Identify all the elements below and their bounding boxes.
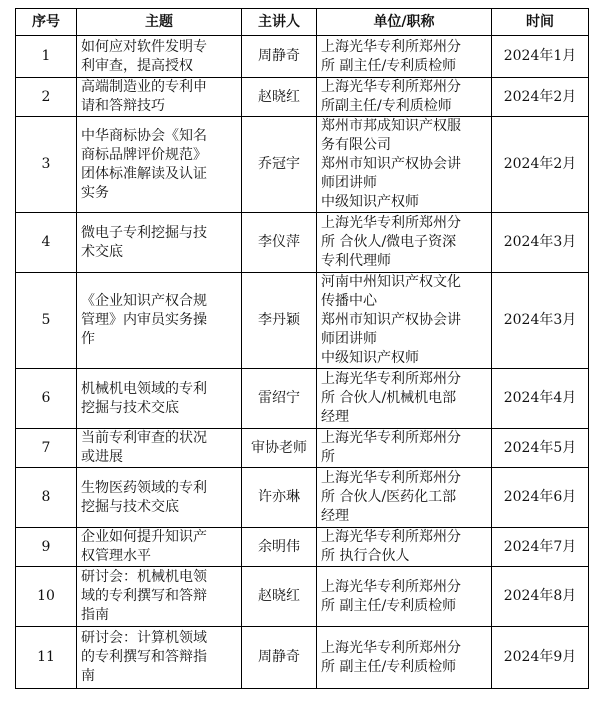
time-cell: 2024年8月 [492, 567, 589, 627]
topic-cell-line: 研讨会：计算机领域 [81, 630, 207, 646]
header-row [16, 9, 589, 36]
unit-title-cell-line: 上海光华专利所郑州分 [321, 371, 461, 387]
topic-cell-line: 实务 [81, 184, 109, 201]
unit-title-cell-line: 师团讲师 [321, 175, 377, 191]
speaker-cell: 赵晓红 [242, 567, 317, 627]
topic-cell [77, 627, 242, 689]
topic-cell-line: 生物医药领域的专利 [81, 479, 207, 496]
unit-title-cell [317, 468, 492, 528]
topic-cell-line: 作 [81, 331, 95, 347]
topic-cell-line: 挖掘与技术交底 [81, 399, 179, 416]
row-number: 10 [16, 567, 77, 627]
unit-title-cell-line: 传播中心 [321, 293, 377, 309]
speaker-cell: 李丹颖 [242, 273, 317, 369]
topic-cell-line: 术交底 [81, 243, 123, 260]
time-cell: 2024年3月 [492, 213, 589, 273]
row-number: 1 [16, 36, 77, 78]
time-cell: 2024年5月 [492, 429, 589, 468]
unit-title-cell [317, 78, 492, 117]
unit-title-cell [317, 369, 492, 429]
table-row [16, 567, 589, 627]
unit-title-cell-line: 师团讲师 [321, 331, 377, 347]
unit-title-cell-line: 郑州市知识产权协会讲 [321, 156, 461, 172]
header-time: 时间 [492, 9, 589, 36]
unit-title-cell-line: 上海光华专利所郑州分 [321, 470, 461, 486]
training-schedule-table [15, 8, 589, 689]
time-cell: 2024年9月 [492, 627, 589, 689]
table-row [16, 213, 589, 273]
topic-cell [77, 369, 242, 429]
unit-title-cell-line: 所 副主任/专利质检师 [321, 597, 457, 614]
topic-cell-line: 的专利撰写和答辩指 [81, 649, 207, 665]
topic-cell-line: 商标品牌评价规范》 [81, 146, 207, 163]
unit-title-cell-line: 所 合伙人/微电子资深 [321, 234, 457, 250]
row-number: 9 [16, 528, 77, 567]
speaker-cell: 许亦琳 [242, 468, 317, 528]
unit-title-cell [317, 213, 492, 273]
topic-cell [77, 468, 242, 528]
speaker-cell: 乔冠宇 [242, 117, 317, 213]
row-number: 7 [16, 429, 77, 468]
header-no: 序号 [16, 9, 77, 36]
topic-cell [77, 567, 242, 627]
time-cell: 2024年7月 [492, 528, 589, 567]
unit-title-cell-line: 上海光华专利所郑州分 [321, 578, 461, 595]
table-row [16, 369, 589, 429]
unit-title-cell-line: 河南中州知识产权文化 [321, 274, 461, 290]
speaker-cell: 周静奇 [242, 627, 317, 689]
table-row [16, 273, 589, 369]
table-row [16, 528, 589, 567]
topic-cell [77, 429, 242, 468]
table-row [16, 78, 589, 117]
unit-title-cell-line: 所 合伙人/机械机电部 [321, 390, 457, 406]
unit-title-cell-line: 专利代理师 [321, 253, 391, 269]
speaker-cell: 周静奇 [242, 36, 317, 78]
time-cell: 2024年3月 [492, 273, 589, 369]
unit-title-cell [317, 36, 492, 78]
time-cell: 2024年1月 [492, 36, 589, 78]
table-body [16, 36, 589, 689]
topic-cell-line: 南 [81, 668, 95, 684]
unit-title-cell-line: 所副主任/专利质检师 [321, 98, 452, 114]
unit-title-cell [317, 567, 492, 627]
unit-title-cell-line: 上海光华专利所郑州分 [321, 79, 461, 95]
unit-title-cell-line: 上海光华专利所郑州分 [321, 430, 461, 446]
topic-cell-line: 管理》内审员实务操 [81, 312, 207, 328]
row-number: 11 [16, 627, 77, 689]
unit-title-cell-line: 务有限公司 [321, 137, 391, 153]
unit-title-cell-line: 中级知识产权师 [321, 194, 419, 210]
topic-cell-line: 利审查，提高授权 [81, 57, 193, 74]
topic-cell [77, 273, 242, 369]
topic-cell-line: 研讨会：机械机电领 [81, 569, 207, 585]
speaker-cell: 李仪萍 [242, 213, 317, 273]
unit-title-cell-line: 所 合伙人/医药化工部 [321, 489, 457, 505]
unit-title-cell-line: 上海光华专利所郑州分 [321, 215, 461, 231]
unit-title-cell-line: 经理 [321, 409, 349, 425]
unit-title-cell-line: 上海光华专利所郑州分 [321, 529, 461, 545]
topic-cell-line: 企业如何提升知识产 [81, 529, 207, 545]
topic-cell [77, 36, 242, 78]
table-row [16, 468, 589, 528]
header-unit: 单位/职称 [317, 9, 492, 36]
unit-title-cell-line: 所 [321, 449, 335, 465]
table-row [16, 627, 589, 689]
row-number: 4 [16, 213, 77, 273]
topic-cell-line: 《企业知识产权合规 [81, 293, 207, 309]
unit-title-cell [317, 627, 492, 689]
row-number: 8 [16, 468, 77, 528]
unit-title-cell [317, 117, 492, 213]
speaker-cell: 余明伟 [242, 528, 317, 567]
time-cell: 2024年4月 [492, 369, 589, 429]
topic-cell-line: 或进展 [81, 449, 123, 465]
topic-cell-line: 如何应对软件发明专 [81, 38, 207, 55]
unit-title-cell [317, 273, 492, 369]
table-row [16, 429, 589, 468]
topic-cell-line: 请和答辩技巧 [81, 98, 165, 114]
unit-title-cell-line: 上海光华专利所郑州分 [321, 38, 461, 55]
unit-title-cell-line: 郑州市知识产权协会讲 [321, 312, 461, 328]
row-number: 3 [16, 117, 77, 213]
topic-cell [77, 117, 242, 213]
topic-cell-line: 域的专利撰写和答辩 [81, 588, 207, 604]
topic-cell [77, 528, 242, 567]
topic-cell-line: 团体标准解读及认证 [81, 165, 207, 182]
time-cell: 2024年2月 [492, 78, 589, 117]
unit-title-cell [317, 528, 492, 567]
time-cell: 2024年2月 [492, 117, 589, 213]
topic-cell-line: 指南 [81, 607, 109, 623]
row-number: 2 [16, 78, 77, 117]
topic-cell-line: 机械机电领域的专利 [81, 380, 207, 397]
topic-cell [77, 213, 242, 273]
unit-title-cell-line: 所 副主任/专利质检师 [321, 57, 457, 74]
table-row [16, 117, 589, 213]
topic-cell-line: 中华商标协会《知名 [81, 127, 207, 144]
row-number: 5 [16, 273, 77, 369]
unit-title-cell-line: 所 副主任/专利质检师 [321, 658, 457, 675]
unit-title-cell-line: 所 执行合伙人 [321, 548, 410, 564]
header-speaker: 主讲人 [242, 9, 317, 36]
row-number: 6 [16, 369, 77, 429]
topic-cell-line: 微电子专利挖掘与技 [81, 224, 207, 241]
header-topic: 主题 [77, 9, 242, 36]
unit-title-cell-line: 上海光华专利所郑州分 [321, 639, 461, 656]
unit-title-cell-line: 经理 [321, 508, 349, 524]
speaker-cell: 审协老师 [242, 429, 317, 468]
speaker-cell: 赵晓红 [242, 78, 317, 117]
unit-title-cell-line: 郑州市邦成知识产权服 [321, 118, 461, 134]
unit-title-cell [317, 429, 492, 468]
unit-title-cell-line: 中级知识产权师 [321, 350, 419, 366]
topic-cell-line: 当前专利审查的状况 [81, 430, 207, 446]
topic-cell [77, 78, 242, 117]
topic-cell-line: 高端制造业的专利申 [81, 79, 207, 95]
topic-cell-line: 挖掘与技术交底 [81, 498, 179, 515]
table-row [16, 36, 589, 78]
topic-cell-line: 权管理水平 [81, 548, 151, 564]
time-cell: 2024年6月 [492, 468, 589, 528]
speaker-cell: 雷绍宁 [242, 369, 317, 429]
